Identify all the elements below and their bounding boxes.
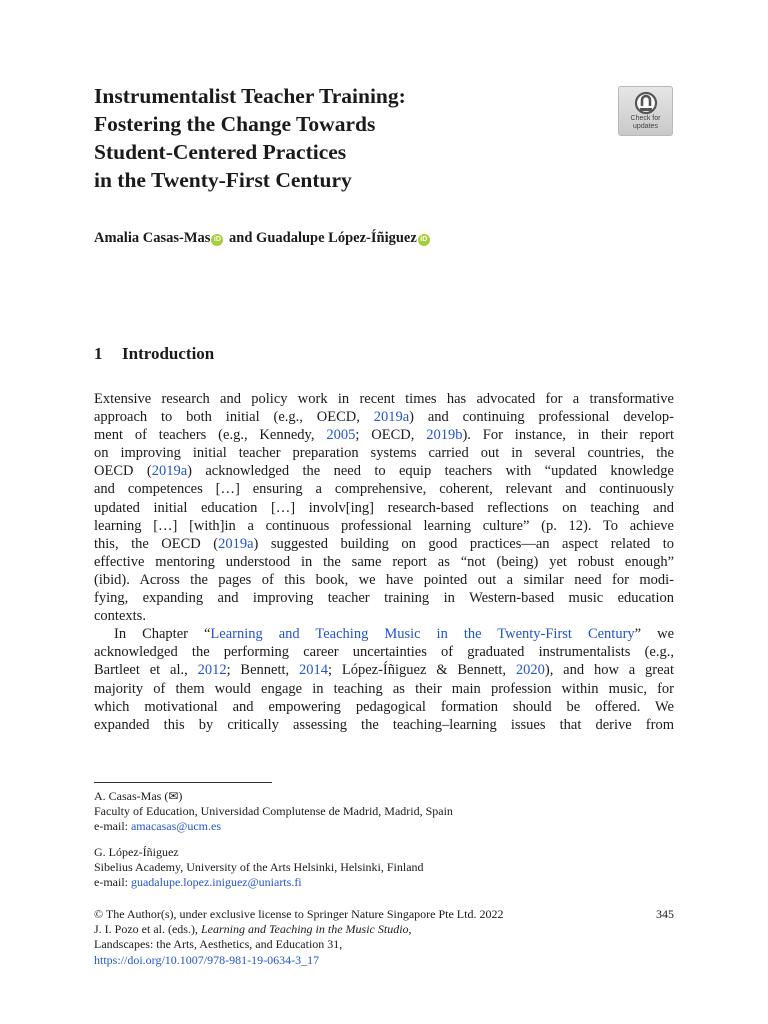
title-line: Instrumentalist Teacher Training: xyxy=(94,84,406,108)
text-line: effective mentoring understood in the same report as “not (being) yet robust enough” xyxy=(94,553,674,570)
chapter-title xyxy=(94,82,594,194)
paragraph xyxy=(94,390,674,625)
citation-link[interactable]: 2020 xyxy=(515,662,545,679)
author-footnote: G. López-Íñiguez Sibelius Academy, University of the Arts Helsinki, Helsinki, Finland e-mail: guadalupe.lopez.iniguez@uniarts.fi xyxy=(94,845,424,890)
author-name: Guadalupe López-Íñiguez xyxy=(256,230,417,246)
title-line: Fostering the Change Towards xyxy=(94,112,376,136)
text-line: Extensive research and policy work in recent times has advocated for a transformative xyxy=(94,391,674,407)
footnote-affiliation: Faculty of Education, Universidad Complutense de Madrid, Madrid, Spain xyxy=(94,804,453,819)
orcid-icon[interactable]: iD xyxy=(211,234,223,246)
page-footer: © The Author(s), under exclusive license to Springer Nature Singapore Pte Ltd. 2022 345 J. I. Pozo et al. (eds.), Learning and Teaching in the Music Studio, Landscapes: the Arts, Aesthetics, and Education 31, https://doi.org/10.1007/978-981-19-0634-3_17 xyxy=(94,907,674,967)
text-line: (ibid). Across the pages of this book, we have pointed out a similar need for modi- xyxy=(94,571,674,588)
chapter-link[interactable]: Learning and Teaching Music in the Twenty-First Century xyxy=(210,626,635,643)
citation-link[interactable]: 2019a xyxy=(151,463,188,480)
author-list xyxy=(94,230,432,247)
text-line: In Chapter “Learning and Teaching Music in the Twenty-First Century” we xyxy=(114,626,675,643)
orcid-icon[interactable]: iD xyxy=(418,234,430,246)
text-line: approach to both initial (e.g., OECD, 2019a) and continuing professional develop- xyxy=(94,409,674,426)
page-number: 345 xyxy=(656,907,674,921)
title-line: in the Twenty-First Century xyxy=(94,168,352,192)
citation-link[interactable]: 2005 xyxy=(326,427,356,444)
section-title: Introduction xyxy=(122,344,215,363)
author-footnote: A. Casas-Mas (✉) Faculty of Education, Universidad Complutense de Madrid, Madrid, Spain e-mail: amacasas@ucm.es xyxy=(94,789,453,834)
text-line: which motivational and empowering pedagogical formation should be offered. We xyxy=(94,698,674,715)
citation-link[interactable]: 2019a xyxy=(218,535,254,552)
citation-link[interactable]: 2012 xyxy=(197,662,227,679)
author-name: Amalia Casas-Mas xyxy=(94,230,211,246)
text-line: Bartleet et al., 2012; Bennett, 2014; López-Íñiguez & Bennett, 2020), and how a great xyxy=(94,662,674,679)
citation-link[interactable]: 2019b xyxy=(426,427,463,444)
section-number: 1 xyxy=(94,344,103,363)
text-line: majority of them would engage in teaching as their main profession within music, for xyxy=(94,680,674,697)
text-line: this, the OECD (2019a) suggested building on good practices—an aspect related to xyxy=(94,535,674,552)
text-line: fying, expanding and improving teacher training in Western-based music education xyxy=(94,590,674,607)
footnote-author: A. Casas-Mas ( xyxy=(94,789,169,803)
text-line: OECD (2019a) acknowledged the need to equip teachers with “updated knowledge xyxy=(94,463,674,480)
series-line: Landscapes: the Arts, Aesthetics, and Education 31, xyxy=(94,937,343,952)
footnote-affiliation: Sibelius Academy, University of the Arts Helsinki, Helsinki, Finland xyxy=(94,860,424,875)
body-text xyxy=(94,390,674,734)
text-line: acknowledged the performing career uncertainties of graduated instrumentalists (e.g., xyxy=(94,644,674,661)
check-for-updates-badge[interactable] xyxy=(618,86,673,136)
badge-label: updates xyxy=(633,122,658,130)
text-line: and competences […] ensuring a comprehensive, coherent, relevant and continuously xyxy=(94,481,674,498)
footnote-author: G. López-Íñiguez xyxy=(94,845,179,859)
email-link[interactable]: guadalupe.lopez.iniguez@uniarts.fi xyxy=(130,875,302,890)
citation-link[interactable]: 2014 xyxy=(299,662,328,679)
book-title: Learning and Teaching in the Music Studio xyxy=(200,922,409,937)
text-line: expanded this by critically assessing the teaching–learning issues that derive from xyxy=(94,716,674,733)
footnote-divider xyxy=(94,782,272,783)
text-line: learning […] [with]in a continuous professional learning culture” (p. 12). To achieve xyxy=(94,517,674,534)
text-line: updated initial education […] involv[ing] research-based reflections on teaching and xyxy=(94,499,674,516)
mail-icon[interactable]: ✉ xyxy=(168,789,179,803)
badge-label: Check for xyxy=(630,115,661,122)
section-heading xyxy=(94,344,214,364)
paragraph xyxy=(94,625,674,734)
doi-link[interactable]: https://doi.org/10.1007/978-981-19-0634-3_17 xyxy=(94,952,320,967)
text-line: on improving initial teacher preparation systems carried out in several countries, the xyxy=(94,445,674,462)
check-for-updates-icon xyxy=(634,91,658,115)
email-link[interactable]: amacasas@ucm.es xyxy=(130,819,221,834)
citation-link[interactable]: 2019a xyxy=(373,409,410,426)
title-line: Student-Centered Practices xyxy=(94,140,347,164)
text-line: ment of teachers (e.g., Kennedy, 2005; OECD, 2019b). For instance, in their report xyxy=(94,427,675,444)
author-connector: and xyxy=(229,230,253,246)
copyright-line: © The Author(s), under exclusive license to Springer Nature Singapore Pte Ltd. 2022 xyxy=(94,907,504,921)
text-line: contexts. xyxy=(94,608,146,625)
